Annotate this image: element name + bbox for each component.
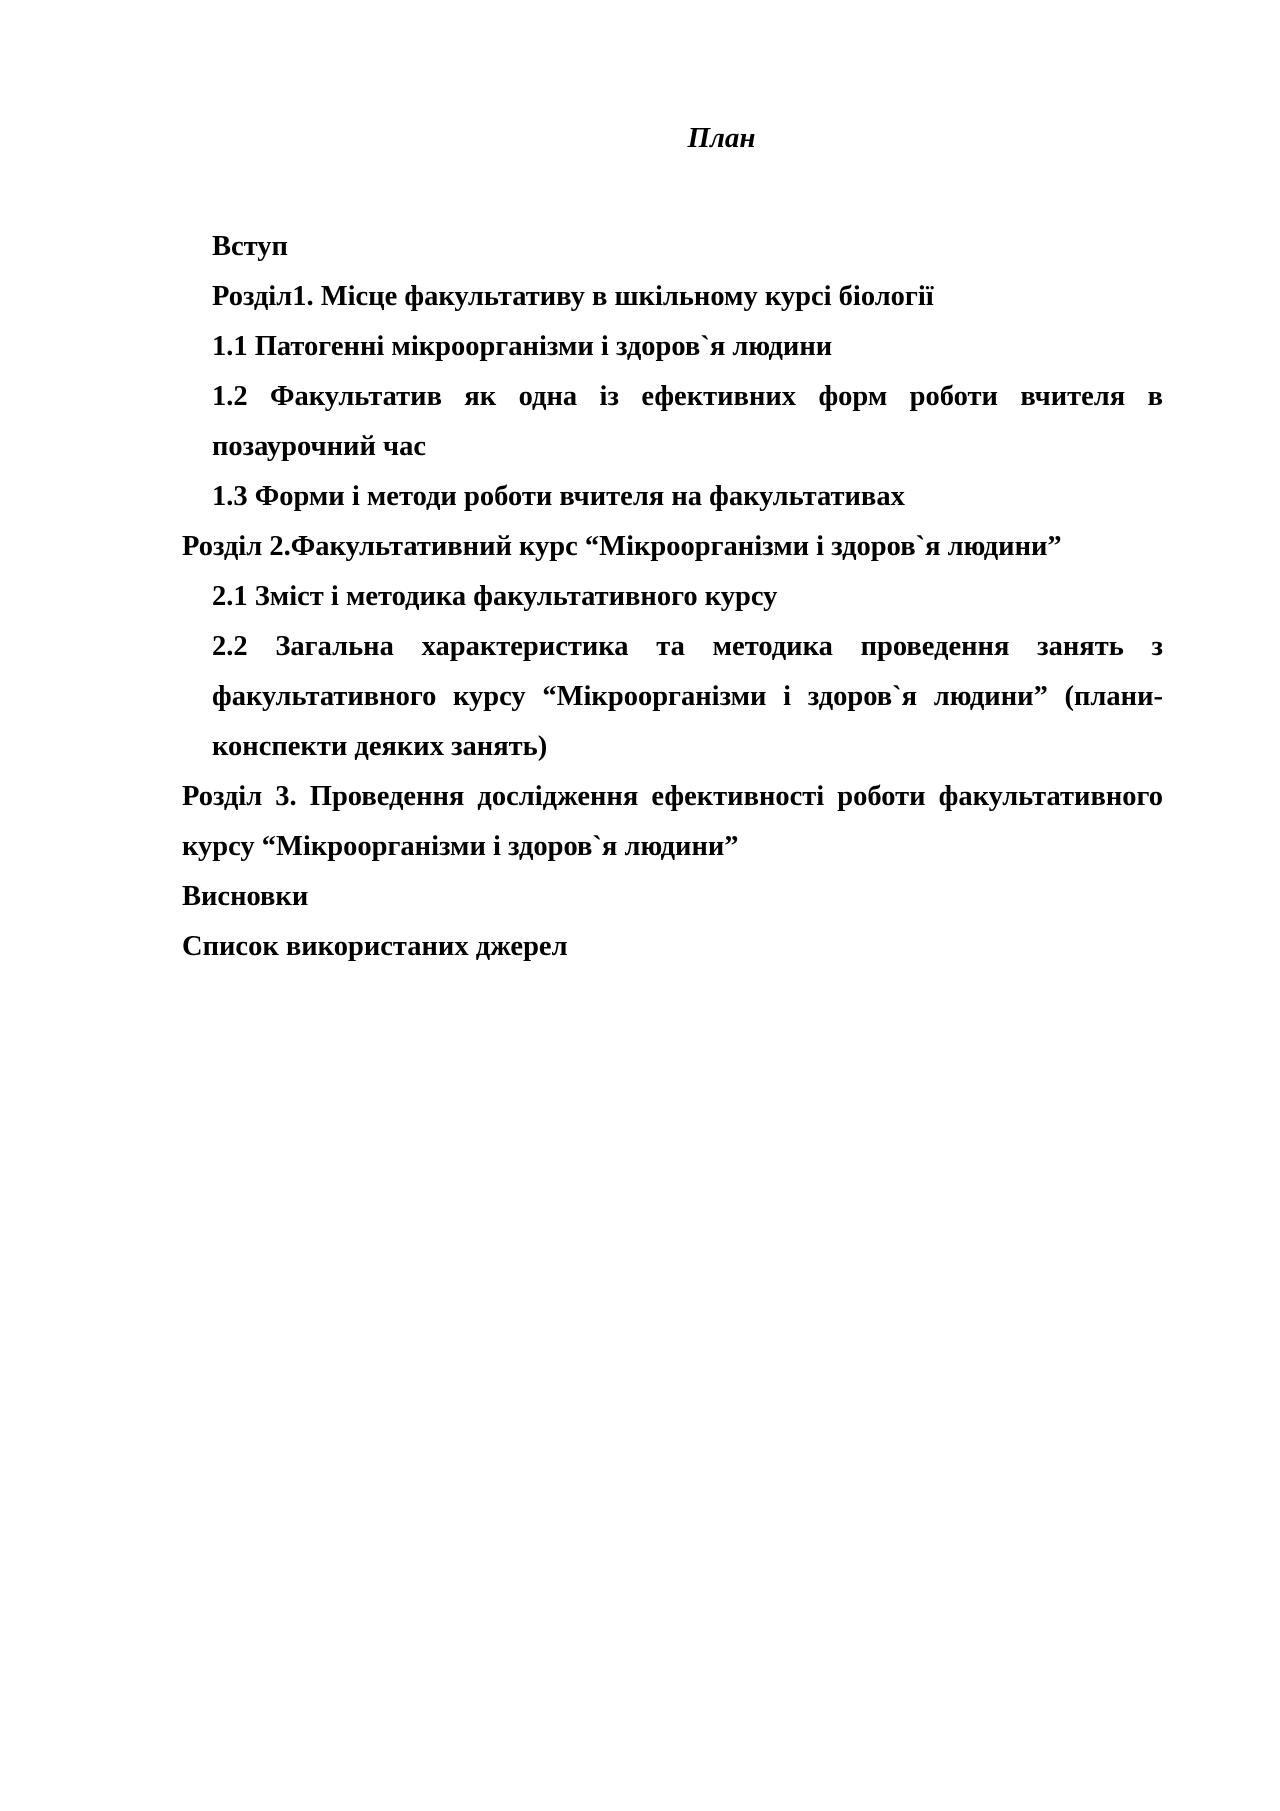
toc-entry-section-2-2: 2.2 Загальна характеристика та методика проведення занять з факультативного курсу “Мікроорганізми і здоров`я людини” (плани-конспекти деяких занять) [212, 631, 1163, 762]
toc-entry-references: Список використаних джерел [182, 931, 568, 962]
toc-entry-section-1-1: 1.1 Патогенні мікроорганізми і здоров`я людини [212, 331, 833, 362]
plan-title: План [687, 122, 756, 154]
toc-entry-section-2-1: 2.1 Зміст і методика факультативного курсу [212, 581, 778, 612]
toc-entry-section-1-3: 1.3 Форми і методи роботи вчителя на факультативах [212, 481, 905, 512]
toc-entry-section-1: Розділ1. Місце факультативу в шкільному курсі біології [212, 281, 934, 312]
toc-entry-section-2: Розділ 2.Факультативний курс “Мікроорганізми і здоров`я людини” [182, 531, 1062, 562]
toc-entry-section-3: Розділ 3. Проведення дослідження ефективності роботи факультативного курсу “Мікроорганізми і здоров`я людини” [182, 781, 1163, 862]
toc-entry-intro: Вступ [212, 231, 288, 262]
table-of-contents [182, 222, 1163, 972]
toc-entry-section-1-2: 1.2 Факультатив як одна із ефективних форм роботи вчителя в позаурочний час [212, 381, 1163, 462]
toc-entry-conclusions: Висновки [182, 881, 309, 912]
